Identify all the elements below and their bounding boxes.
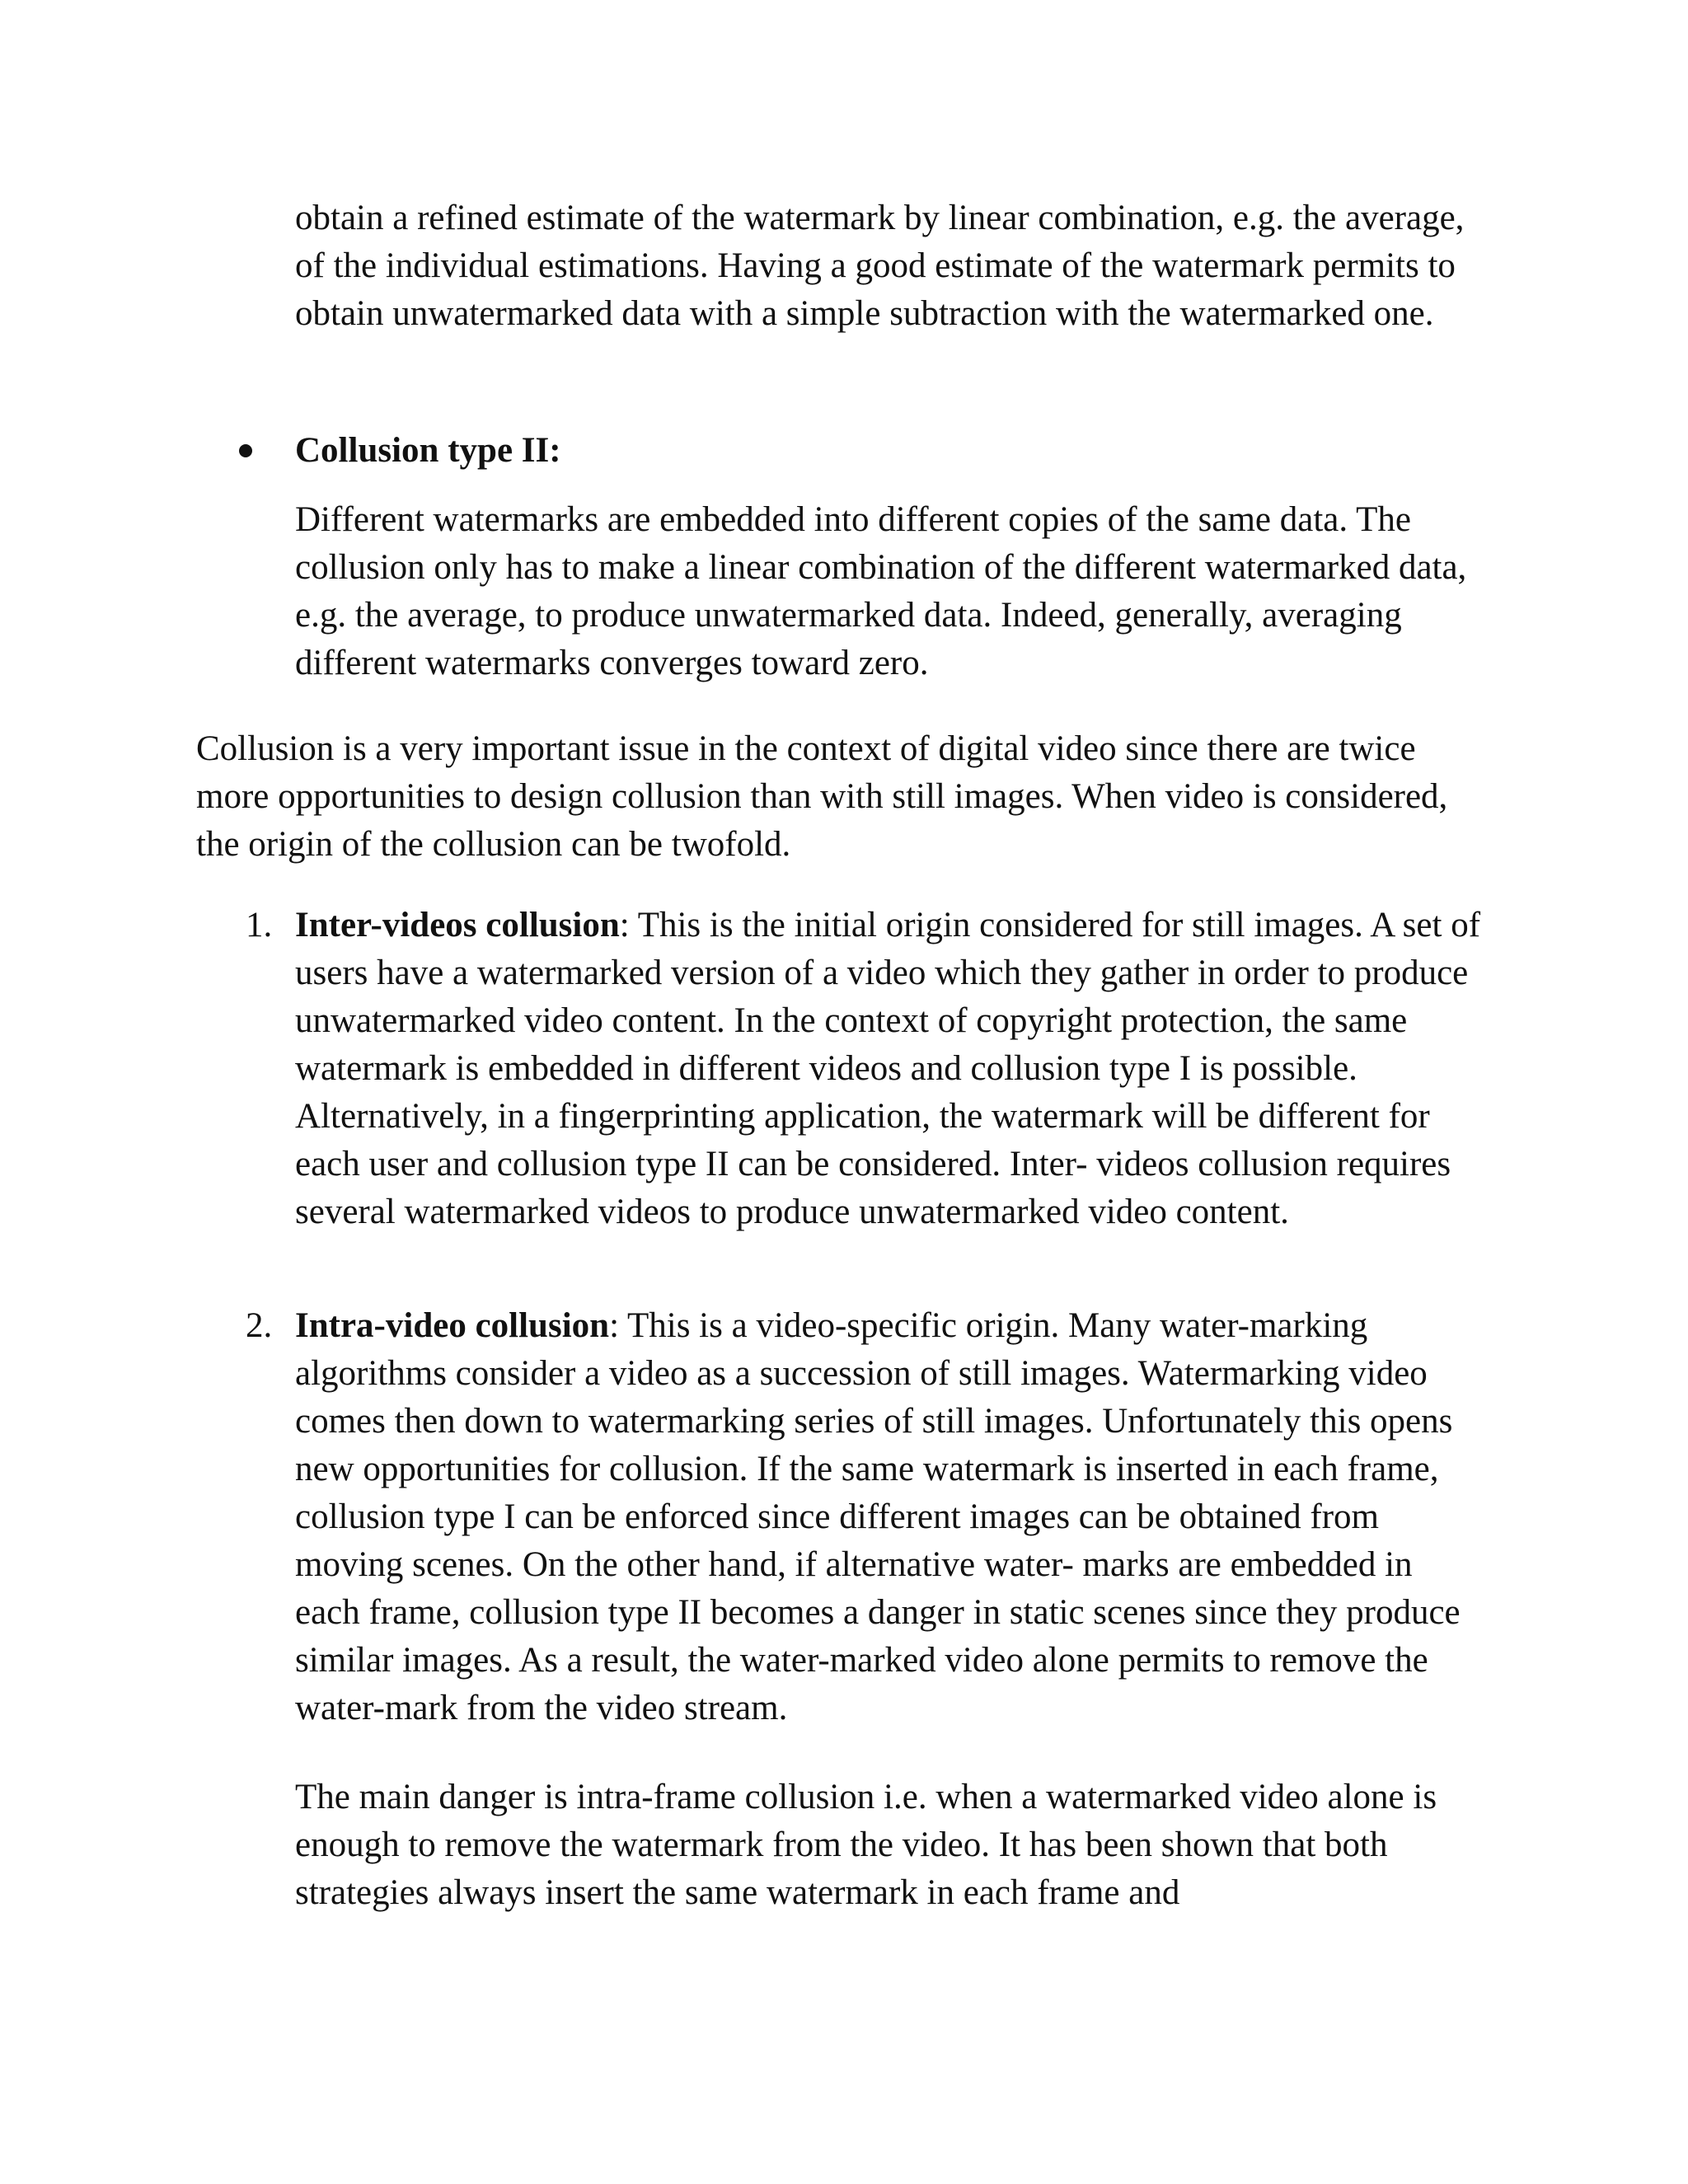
intro-paragraph: obtain a refined estimate of the watermark by linear combination, e.g. the average, of the individual estimations. Having a good estimate of the watermark permits to obtain unwatermarked data with a simple subtraction with the watermarked one. (295, 199, 1465, 333)
bullet-item-collusion-type-2 (223, 427, 1459, 476)
item-body (295, 1302, 1482, 1732)
item-number: 2. (246, 1306, 273, 1345)
bullet-icon (239, 444, 252, 457)
type2-paragraph: Different watermarks are embedded into different copies of the same data. The collusion only has to make a linear combination of the different watermarked data, e.g. the average, to produce unwatermarked data. Indeed, generally, averaging different watermarks converges toward zero. (295, 500, 1467, 682)
bullet-heading: Collusion type II: (295, 431, 561, 470)
item-body (295, 902, 1482, 1236)
item-text: : This is the initial origin considered for still images. A set of users have a watermarked version of a video which they gather in order to produce unwatermarked video content. In the context of copyright protection, the same watermark is embedded in different videos and collusion type I is possible. Alternatively, in a fingerprinting application, the watermark will be different for each user and collusion type II can be considered. Inter- videos collusion requires several watermarked videos to produce unwatermarked video content. (295, 906, 1481, 1231)
item-term: Inter-videos collusion (295, 906, 620, 944)
item-number: 1. (246, 906, 273, 944)
item-term: Intra-video collusion (295, 1306, 610, 1345)
context-paragraph: Collusion is a very important issue in the context of digital video since there are twice more opportunities to design collusion than with still images. When video is considered, the origin of the collusion can be twofold. (196, 729, 1448, 864)
danger-paragraph: The main danger is intra-frame collusion i.e. when a watermarked video alone is enough to remove the watermark from the video. It has been shown that both strategies always insert the same watermark in each frame and (295, 1778, 1437, 1912)
item-text: : This is a video-specific origin. Many water-marking algorithms consider a video as a succession of still images. Watermarking video comes then down to watermarking series of still images. Unfortunately this opens new opportunities for collusion. If the same watermark is inserted in each frame, collusion type I can be enforced since different images can be obtained from moving scenes. On the other hand, if alternative water- marks are embedded in each frame, collusion type II becomes a danger in static scenes since they produce similar images. As a result, the water-marked video alone permits to remove the water-mark from the video stream. (295, 1306, 1461, 1727)
